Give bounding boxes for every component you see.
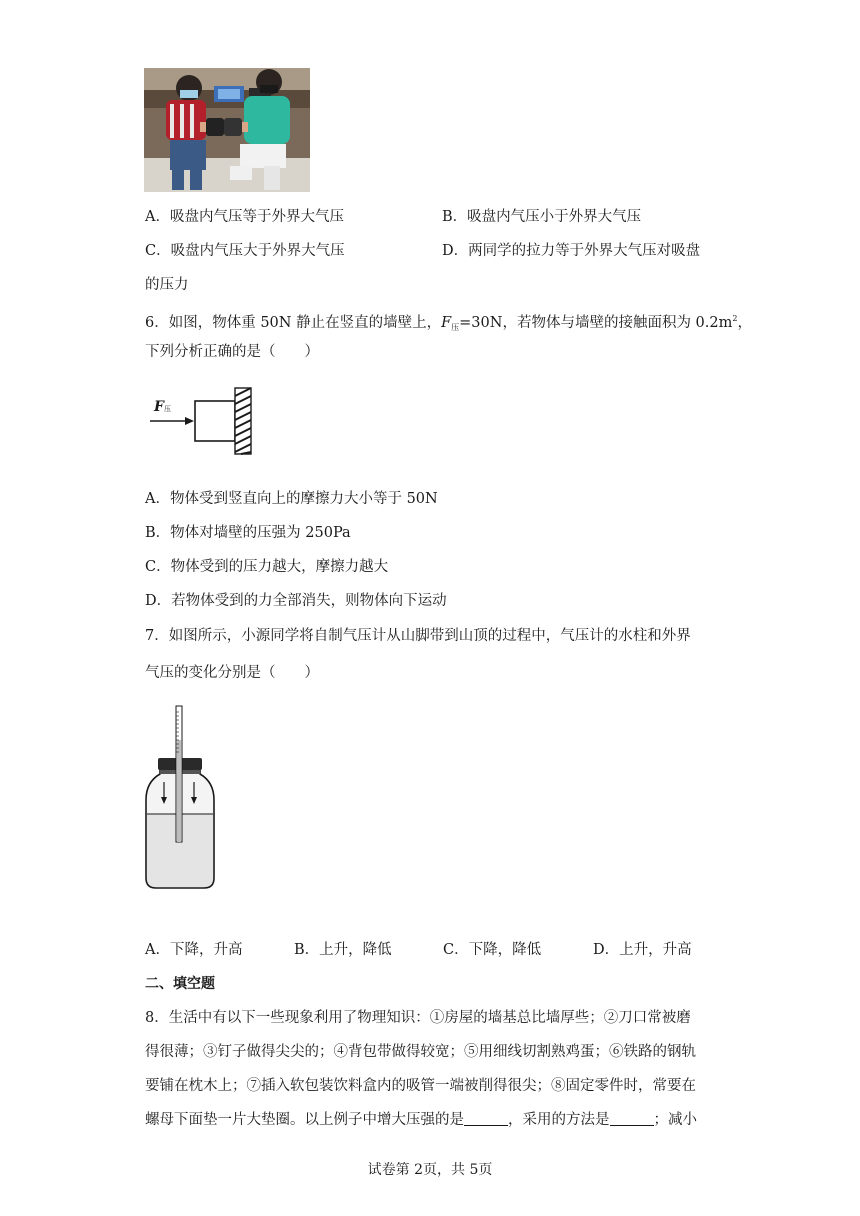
q6-figure-force-letter: F — [154, 399, 164, 415]
q8-line-2: 得很薄；③钉子做得尖尖的；④背包带做得较宽；⑤用细线切割熟鸡蛋；⑥铁路的钢轨 — [145, 1044, 696, 1060]
q8-line-4-text-a: 螺母下面垫一片大垫圈。以上例子中增大压强的是 — [145, 1112, 464, 1128]
q8-line-3: 要铺在枕木上；⑦插入软包装饮料盒内的吸管一端被削得很尖；⑧固定零件时，常要在 — [145, 1078, 696, 1094]
q7-option-d: D．上升，升高 — [593, 942, 692, 958]
q6-figure — [148, 386, 258, 456]
q6-option-a: A．物体受到竖直向上的摩擦力大小等于 50N — [145, 491, 438, 507]
q6-option-b: B．物体对墙壁的压强为 250Pa — [145, 525, 351, 541]
q5-photo — [144, 68, 310, 192]
q8-line-4-text-c: ；减小 — [653, 1112, 697, 1128]
q7-stem-line-2: 气压的变化分别是（ ） — [145, 665, 319, 681]
q6-option-d: D．若物体受到的力全部消失，则物体向下运动 — [145, 593, 447, 609]
q7-option-b: B．上升，降低 — [294, 942, 392, 958]
q8-line-4-text-b: ，采用的方法是 — [508, 1112, 610, 1128]
q7-option-a: A．下降，升高 — [145, 942, 243, 958]
section-title: 二、填空题 — [145, 976, 215, 992]
q8-line-4 — [145, 1110, 697, 1130]
q6-option-c: C．物体受到的压力越大，摩擦力越大 — [145, 559, 389, 575]
q8-answer-blank-1[interactable] — [464, 1111, 508, 1126]
q7-stem-line-1: 7．如图所示，小源同学将自制气压计从山脚带到山顶的过程中，气压计的水柱和外界 — [145, 628, 691, 644]
q7-option-c: C．下降，降低 — [443, 942, 542, 958]
homemade-barometer-bottle-figure-icon — [142, 700, 218, 892]
q6-area-superscript: 2 — [732, 314, 738, 323]
q6-stem-line-2: 下列分析正确的是（ ） — [145, 344, 319, 360]
q5-option-d: D．两同学的拉力等于外界大气压对吸盘 — [442, 243, 701, 259]
q7-figure — [142, 700, 218, 892]
block-on-wall-icon — [148, 386, 258, 456]
q5-option-b: B．吸盘内气压小于外界大气压 — [442, 209, 642, 225]
q6-stem-text-b: =30N，若物体与墙壁的接触面积为 0.2m — [459, 315, 733, 331]
q8-answer-blank-2[interactable] — [610, 1111, 654, 1126]
q6-force-subscript: 压 — [451, 323, 460, 332]
q5-option-c: C．吸盘内气压大于外界大气压 — [145, 243, 345, 259]
q6-stem-text-c: ， — [737, 315, 752, 331]
q6-figure-force-subscript: 压 — [163, 405, 171, 413]
q5-option-d-continued: 的压力 — [145, 277, 189, 293]
page-footer: 试卷第 2页，共 5页 — [367, 1162, 493, 1178]
q8-line-1: 8．生活中有以下一些现象利用了物理知识：①房屋的墙基总比墙厚些；②刀口常被磨 — [145, 1010, 691, 1026]
q5-option-a: A．吸盘内气压等于外界大气压 — [145, 209, 344, 225]
q6-force-symbol: F — [441, 315, 452, 331]
q6-stem-text-a: 6．如图，物体重 50N 静止在竖直的墙壁上， — [145, 315, 442, 331]
q6-stem-line-1 — [145, 309, 752, 338]
children-pulling-suction-cup-photo-icon — [144, 68, 310, 192]
